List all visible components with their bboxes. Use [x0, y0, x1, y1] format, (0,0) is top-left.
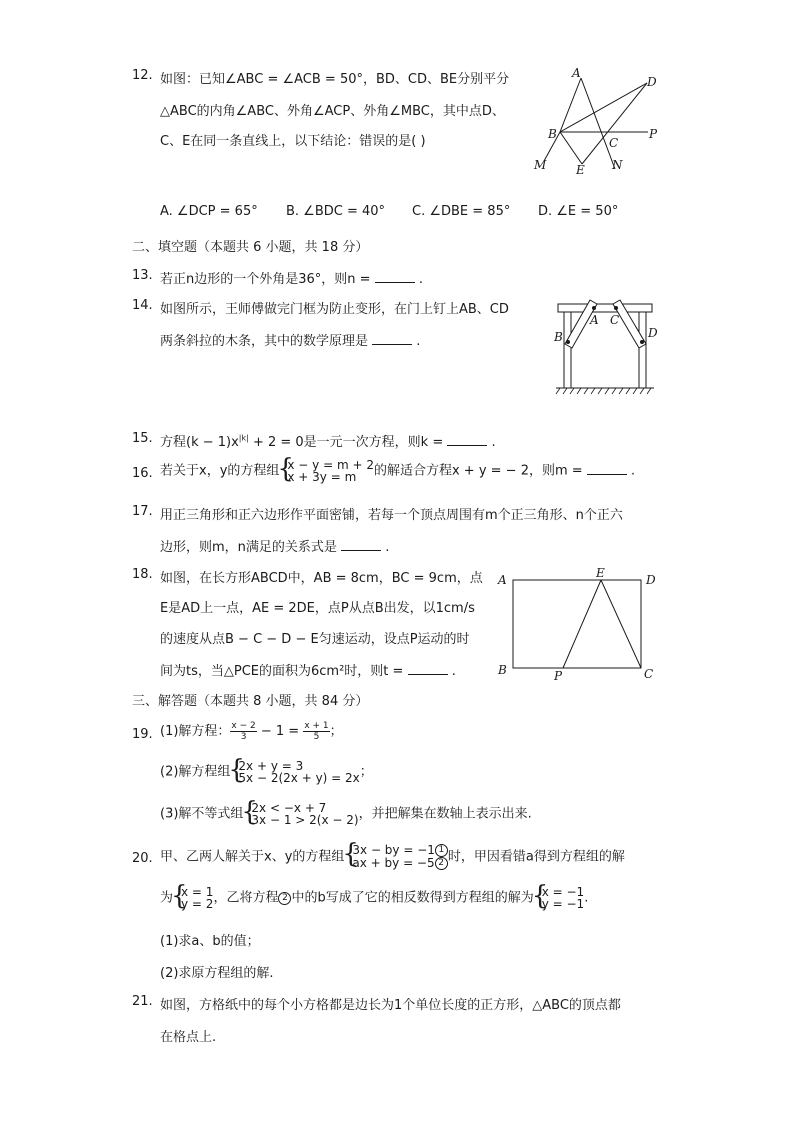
- q12-number: 12.: [132, 68, 153, 83]
- q14-line-1: 如图所示，王师傅做完门框为防止变形，在门上钉上AB、CD: [160, 302, 509, 317]
- q19-part-2: [160, 760, 373, 784]
- fig12-label-D: D: [647, 75, 657, 89]
- q20-equation-system: [344, 844, 448, 870]
- q20-line-2: [160, 886, 588, 910]
- q18-line-3: 的速度从点B − C − D − E匀速运动，设点P运动的时: [160, 632, 470, 647]
- fig12-label-M: M: [534, 158, 547, 172]
- q20-eq2: ax + by = −5: [352, 856, 435, 870]
- q18-suffix: .: [451, 664, 456, 679]
- q12-line-2: △ABC的内角∠ABC、外角∠ACP、外角∠MBC，其中点D、: [160, 104, 505, 119]
- q20-l1-suffix: 时，甲因看错a得到方程组的解: [447, 849, 625, 865]
- q19-number: 19.: [132, 727, 153, 742]
- q12-option-c: C. ∠DBE = 85°: [412, 204, 511, 219]
- q20-s2b: y = −1: [541, 897, 585, 911]
- q19-fraction-2: [303, 721, 329, 742]
- q17-number: 17.: [132, 504, 153, 519]
- fig18-label-A: A: [498, 573, 507, 587]
- fig12-label-E: E: [576, 163, 585, 177]
- q20-circled-2: 2: [435, 857, 448, 870]
- q13-prefix: 若正n边形的一个外角是36°，则n =: [160, 272, 371, 287]
- q17-answer-blank[interactable]: [341, 538, 381, 551]
- q18-rectangle-figure: [494, 566, 664, 684]
- q20-s2a: { x = −1: [541, 885, 585, 899]
- section-2-heading: 二、填空题（本题共 6 小题，共 18 分）: [132, 240, 369, 255]
- q14-suffix: .: [416, 334, 421, 349]
- q18-answer-blank[interactable]: [408, 662, 448, 675]
- fig14-label-B: B: [554, 330, 563, 344]
- q12-line-1: 如图：已知∠ABC = ∠ACB = 50°，BD、CD、BE分别平分: [160, 72, 510, 87]
- q19-f1-denominator: 3: [240, 732, 247, 742]
- q19-p3-eq1: { 2x < −x + 7: [251, 801, 327, 815]
- q14-line-2: [160, 330, 420, 349]
- q19-p3-suffix: ，并把解集在数轴上表示出来.: [358, 806, 532, 822]
- q12-option-d: D. ∠E = 50°: [538, 204, 619, 219]
- fig12-label-A: A: [572, 66, 581, 80]
- fig14-label-D: D: [648, 326, 658, 340]
- q15-middle: + 2 = 0是一元一次方程，则k =: [248, 435, 444, 450]
- q12-option-b: B. ∠BDC = 40°: [286, 204, 386, 219]
- fig18-label-C: C: [644, 667, 654, 681]
- fig12-label-N: N: [612, 158, 623, 172]
- q16-number: 16.: [132, 466, 153, 481]
- q19-p1-middle: − 1 =: [256, 724, 304, 739]
- q19-fraction-1: [230, 721, 256, 742]
- fig12-label-C: C: [609, 136, 619, 150]
- q17-line-1: 用正三角形和正六边形作平面密铺，若每一个顶点周围有m个正三角形、n个正六: [160, 508, 623, 523]
- q20-l2-prefix: 为: [160, 890, 174, 906]
- fig14-label-A: A: [590, 313, 599, 327]
- q21-line-2: 在格点上.: [160, 1030, 217, 1045]
- q12-line-3: C、E在同一条直线上，以下结论：错误的是( ): [160, 134, 426, 149]
- q12-option-a: A. ∠DCP = 65°: [160, 204, 258, 219]
- q20-eq2-row: [352, 857, 448, 870]
- q19-p3-eq2: 3x − 1 > 2(x − 2): [251, 813, 359, 827]
- q15-prefix: 方程(k − 1)x: [160, 435, 239, 450]
- q21-number: 21.: [132, 994, 153, 1009]
- q19-p2-eq2: 5x − 2(2x + y) = 2x: [238, 771, 360, 785]
- q16-prefix: 若关于x，y的方程组: [160, 463, 280, 479]
- q20-l1-prefix: 甲、乙两人解关于x、y的方程组: [160, 849, 345, 865]
- fig18-label-B: B: [498, 663, 507, 677]
- q17-suffix: .: [385, 540, 390, 555]
- q18-line-2: E是AD上一点，AE = 2DE，点P从点B出发，以1cm/s: [160, 601, 475, 616]
- q13-suffix: .: [418, 272, 423, 287]
- fig12-label-P: P: [649, 127, 658, 141]
- q14-number: 14.: [132, 298, 153, 313]
- q19-part-1: [160, 720, 343, 742]
- q16-eq1: { x − y = m + 2: [287, 458, 374, 472]
- q16-answer-blank[interactable]: [587, 462, 627, 475]
- q16-equation-system: [279, 459, 374, 483]
- q16-eq2: x + 3y = m: [287, 470, 357, 484]
- q20-part-1: (1)求a、b的值；: [160, 934, 260, 949]
- q20-solution-2: [534, 886, 584, 910]
- q20-s1b: y = 2: [181, 897, 214, 911]
- q19-part-3: [160, 802, 532, 826]
- q16-text: [160, 459, 635, 483]
- q16-middle: 的解适合方程x + y = − 2，则m =: [373, 463, 583, 479]
- q20-l2-suffix: .: [584, 890, 589, 906]
- q13-text: [160, 268, 423, 287]
- q15-text: [160, 431, 496, 450]
- q19-p2-eq1: { 2x + y = 3: [238, 759, 304, 773]
- q21-line-1: 如图，方格纸中的每个小方格都是边长为1个单位长度的正方形，△ABC的顶点都: [160, 998, 621, 1013]
- q20-circled-2-ref: 2: [278, 892, 291, 905]
- fig18-label-D: D: [646, 573, 656, 587]
- q19-p3-system: [243, 802, 358, 826]
- fig18-label-E: E: [596, 566, 605, 580]
- q14-line-2-text: 两条斜拉的木条，其中的数学原理是: [160, 334, 369, 349]
- fig12-label-B: B: [548, 127, 557, 141]
- q20-l2-mid1: ，乙将方程: [213, 890, 279, 906]
- q19-p2-system: [230, 760, 359, 784]
- q20-line-1: [160, 844, 625, 870]
- q20-l2-mid2: 中的b写成了它的相反数得到方程组的解为: [291, 890, 534, 906]
- q16-suffix: .: [630, 463, 636, 479]
- q20-s1a: { x = 1: [181, 885, 214, 899]
- q20-part-2: (2)求原方程组的解.: [160, 966, 274, 981]
- q17-line-2: [160, 536, 389, 555]
- q19-f1-numerator: x − 2: [231, 721, 256, 731]
- q19-p2-prefix: (2)解方程组: [160, 764, 231, 780]
- fig14-label-C: C: [610, 313, 620, 327]
- q15-exponent: |k|: [238, 433, 249, 443]
- q20-circled-1: 1: [435, 844, 448, 857]
- q14-answer-blank[interactable]: [372, 332, 412, 345]
- q15-number: 15.: [132, 431, 153, 446]
- q18-line-4-text: 间为ts，当△PCE的面积为6cm²时，则t =: [160, 664, 404, 679]
- q14-door-frame-figure: [550, 296, 660, 400]
- q15-answer-blank[interactable]: [447, 433, 487, 446]
- q18-line-1: 如图，在长方形ABCD中，AB = 8cm，BC = 9cm，点: [160, 571, 483, 586]
- q13-answer-blank[interactable]: [375, 270, 415, 283]
- section-3-heading: 三、解答题（本题共 8 小题，共 84 分）: [132, 694, 369, 709]
- q13-number: 13.: [132, 268, 153, 283]
- q19-p1-suffix: ；: [329, 724, 343, 739]
- q20-solution-1: [173, 886, 213, 910]
- q19-f2-denominator: 5: [313, 732, 320, 742]
- q19-p1-prefix: (1)解方程：: [160, 724, 231, 739]
- q15-suffix: .: [491, 435, 496, 450]
- q20-number: 20.: [132, 851, 153, 866]
- q19-p2-suffix: ；: [359, 764, 373, 780]
- q19-f2-numerator: x + 1: [304, 721, 329, 731]
- fig18-label-P: P: [554, 669, 563, 683]
- q18-line-4: [160, 660, 456, 679]
- q20-eq1: 3x − by = −1: [352, 843, 435, 857]
- q12-figure: [530, 66, 665, 181]
- q18-number: 18.: [132, 567, 153, 582]
- q17-line-2-text: 边形，则m，n满足的关系式是: [160, 540, 337, 555]
- q19-p3-prefix: (3)解不等式组: [160, 806, 244, 822]
